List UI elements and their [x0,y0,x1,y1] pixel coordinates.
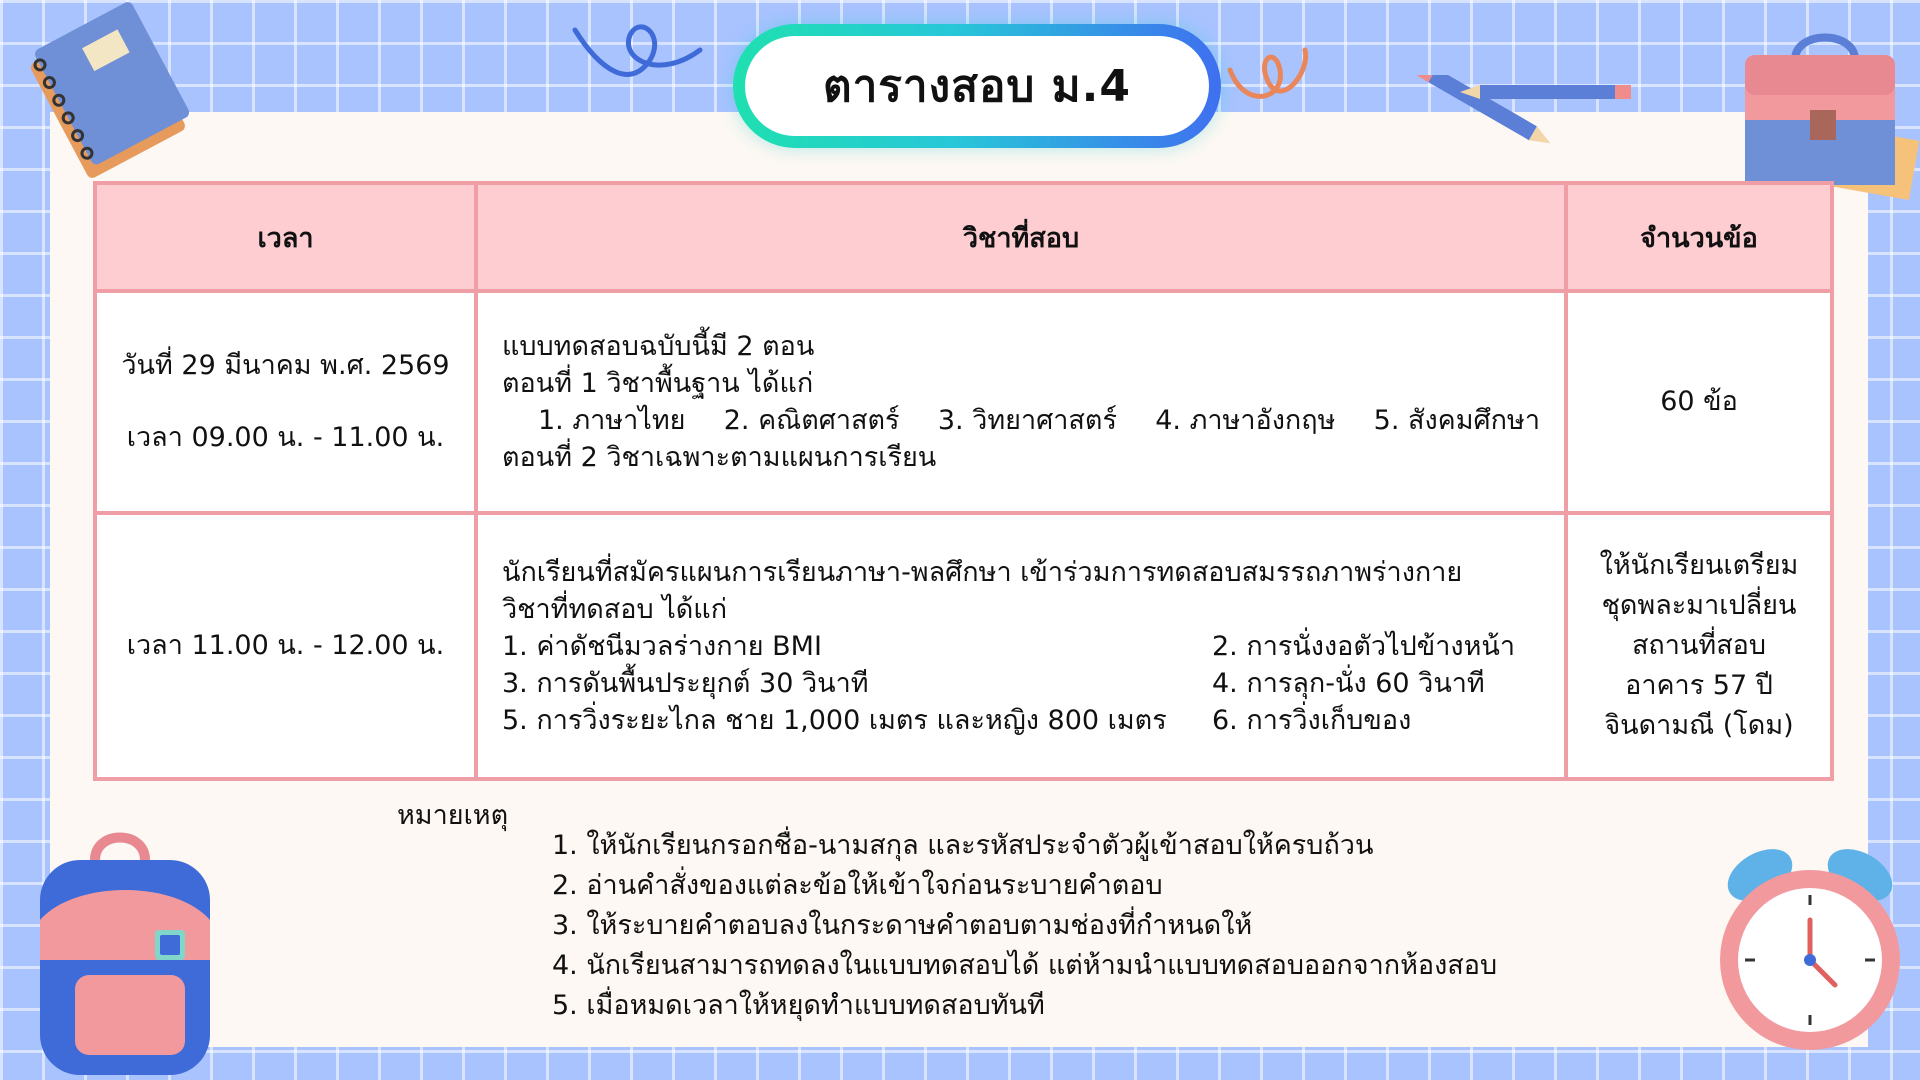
alarm-clock-icon [1700,825,1920,1055]
subject-cell [476,513,1566,779]
subject-line: ตอนที่ 1 วิชาพื้นฐาน ได้แก่ [502,368,814,399]
test-item: 1. ค่าดัชนีมวลร่างกาย BMI [502,630,822,662]
column-header-count: จำนวนข้อ [1566,183,1832,291]
subject-line: วิชาที่ทดสอบ ได้แก่ [502,593,728,625]
test-item: 3. การดันพื้นประยุกต์ 30 วินาที [502,667,869,699]
test-item: 2. การนั่งงอตัวไปข้างหน้า [1212,630,1516,662]
time-cell [95,291,476,513]
notebook-icon [10,0,210,180]
note-line: จินดามณี (โดม) [1604,710,1794,741]
subject-line: แบบทดสอบฉบับนี้มี 2 ตอน [502,331,815,362]
exam-date: วันที่ 29 มีนาคม พ.ศ. 2569 [121,349,450,381]
test-item: 5. การวิ่งระยะไกล ชาย 1,000 เมตร และหญิง 800 เมตร [502,704,1167,736]
test-item: 6. การวิ่งเก็บของ [1212,704,1412,736]
title-banner [733,24,1221,148]
table-row [95,513,1832,779]
note-line: อาคาร 57 ปี [1625,670,1773,701]
notes-label: หมายเหตุ [397,800,509,831]
note-item: 4. นักเรียนสามารถทดลงในแบบทดสอบได้ แต่ห้ามนำแบบทดสอบออกจากห้องสอบ [552,950,1498,981]
test-pair [502,665,1540,702]
note-item: 5. เมื่อหมดเวลาให้หยุดทำแบบทดสอบทันที [552,990,1045,1021]
note-item: 3. ให้ระบายคำตอบลงในกระดาษคำตอบตามช่องที่กำหนดให้ [552,910,1253,941]
column-header-time: เวลา [95,183,476,291]
note-line: สถานที่สอบ [1631,630,1767,661]
question-count: 60 ข้อ [1660,386,1738,417]
exam-time: เวลา 09.00 น. - 11.00 น. [126,422,445,453]
subject-line: นักเรียนที่สมัครแผนการเรียนภาษา-พลศึกษา เข้าร่วมการทดสอบสมรรถภาพร่างกาย [502,556,1463,588]
subject-item: 4. ภาษาอังกฤษ [1155,405,1336,436]
subject-cell [476,291,1566,513]
subject-item: 2. คณิตศาสตร์ [723,405,900,436]
squiggle-icon [1225,40,1315,110]
subject-line: ตอนที่ 2 วิชาเฉพาะตามแผนการเรียน [502,442,937,473]
pencil-icon [1410,75,1650,175]
exam-time: เวลา 11.00 น. - 12.00 น. [126,629,445,661]
table-header-row [95,183,1832,291]
note-item: 1. ให้นักเรียนกรอกชื่อ-นามสกุล และรหัสประจำตัวผู้เข้าสอบให้ครบถ้วน [552,830,1374,861]
page-title: ตารางสอบ ม.4 [823,61,1131,112]
subject-item: 1. ภาษาไทย [538,405,686,436]
subject-item: 5. สังคมศึกษา [1373,405,1540,436]
squiggle-icon [570,10,710,100]
count-cell [1566,513,1832,779]
test-item: 4. การลุก-นั่ง 60 วินาที [1212,667,1485,699]
time-cell [95,513,476,779]
note-item: 2. อ่านคำสั่งของแต่ละข้อให้เข้าใจก่อนระบายคำตอบ [552,870,1163,901]
count-cell [1566,291,1832,513]
briefcase-icon [1735,20,1920,200]
column-header-subject: วิชาที่สอบ [476,183,1566,291]
test-pair [502,702,1540,739]
backpack-icon [15,820,225,1080]
table-row [95,291,1832,513]
note-line: ชุดพละมาเปลี่ยน [1601,590,1797,621]
subject-list [502,402,1540,439]
notes-list [552,826,1497,1026]
note-line: ให้นักเรียนเตรียม [1599,550,1799,581]
subject-item: 3. วิทยาศาสตร์ [937,405,1117,436]
test-pair [502,628,1540,665]
exam-schedule-table [93,181,1834,781]
